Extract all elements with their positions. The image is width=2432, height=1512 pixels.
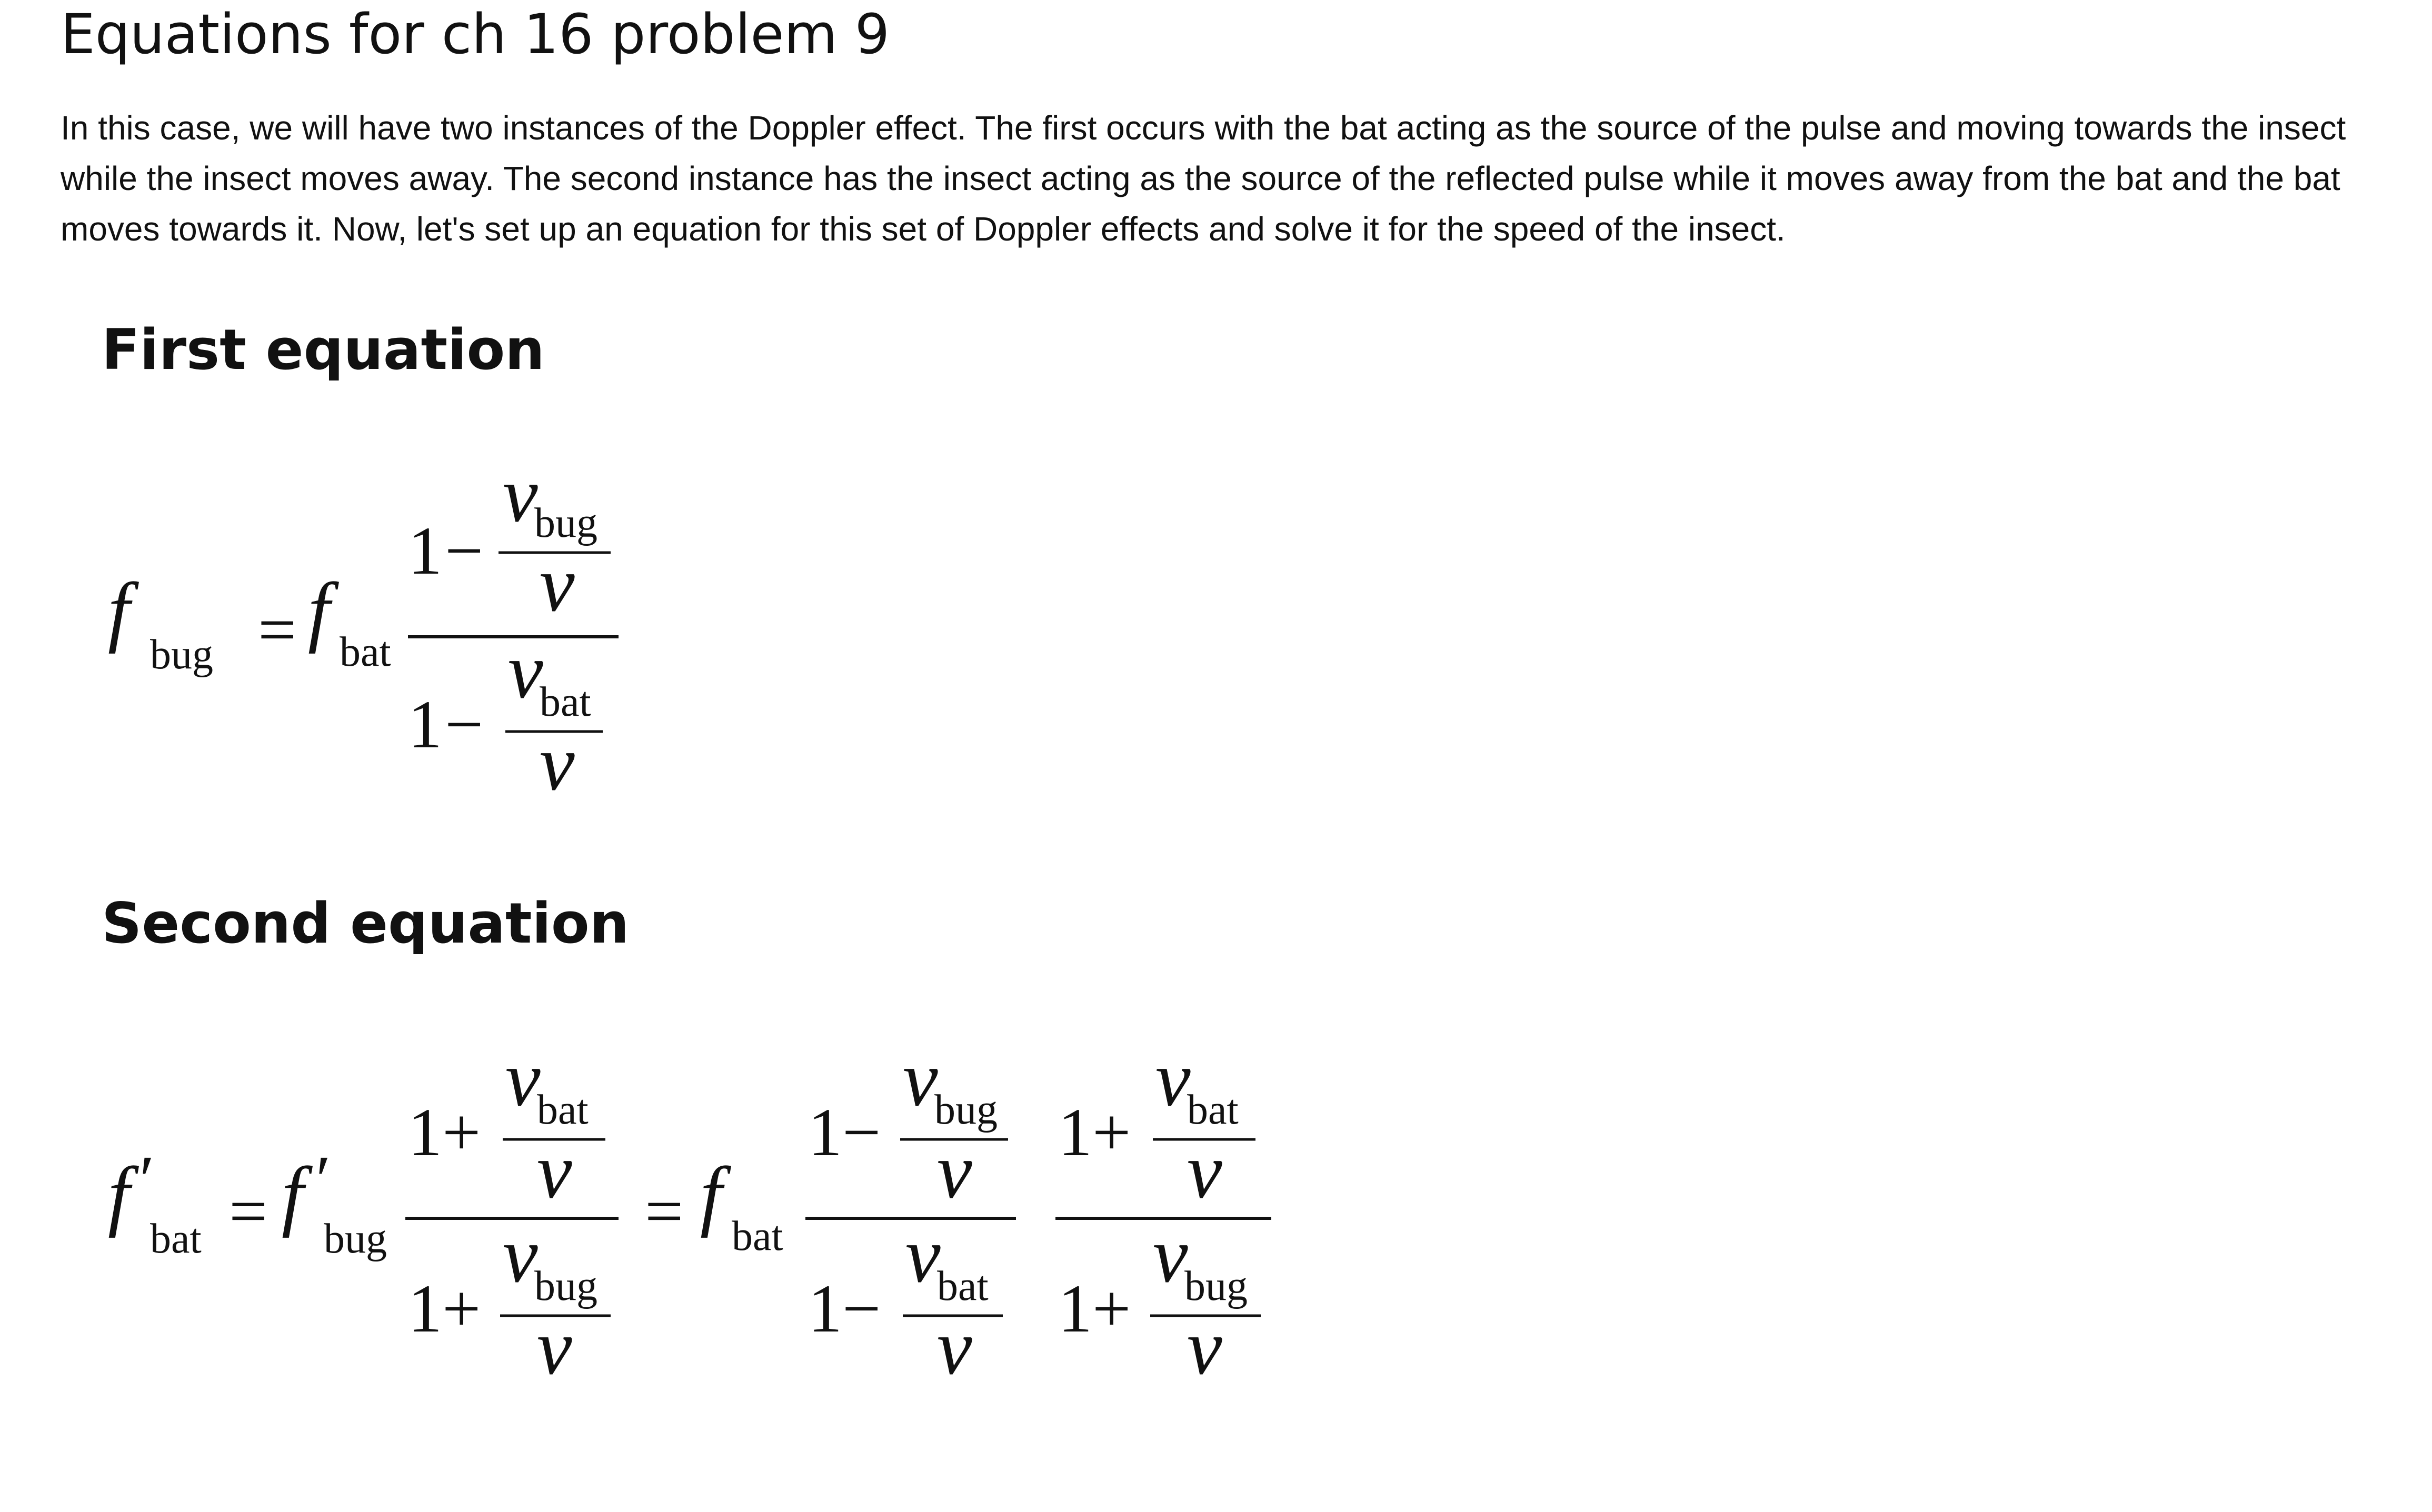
denominator-minus: − — [445, 687, 484, 763]
subscript-bug: bug — [150, 632, 213, 678]
v-symbol: v — [508, 627, 543, 715]
subscript-bat: bat — [537, 1087, 589, 1133]
f-symbol: f — [108, 1151, 130, 1238]
v-symbol: v — [505, 1035, 541, 1123]
subscript-bat: bat — [340, 629, 391, 675]
numerator-one: 1 — [408, 513, 442, 589]
subscript-bug: bug — [534, 500, 597, 546]
equals-sign: = — [258, 592, 297, 668]
page-title: Equations for ch 16 problem 9 — [61, 2, 890, 66]
plus-sign: + — [1092, 1095, 1131, 1170]
v-symbol: v — [903, 1035, 938, 1123]
first-equation-heading: First equation — [102, 317, 545, 382]
one: 1 — [408, 1271, 442, 1347]
prime-mark: ′ — [316, 1142, 331, 1218]
f-symbol: f — [700, 1151, 722, 1238]
v-symbol: v — [503, 1211, 538, 1299]
v-symbol: v — [1187, 1304, 1222, 1391]
v-symbol: v — [537, 1304, 572, 1391]
subscript-bat: bat — [150, 1216, 202, 1262]
subscript-bug: bug — [1184, 1263, 1248, 1309]
plus-sign: + — [442, 1095, 481, 1170]
subscript-bug: bug — [324, 1216, 387, 1262]
subscript-bug: bug — [934, 1087, 998, 1133]
f-symbol: f — [108, 567, 130, 654]
one: 1 — [808, 1095, 842, 1170]
second-equation — [61, 1032, 1324, 1410]
numerator-minus: − — [445, 513, 484, 589]
f-symbol: f — [308, 567, 330, 654]
plus-sign: + — [1092, 1271, 1131, 1347]
v-symbol: v — [1187, 1127, 1222, 1215]
equals-sign: = — [229, 1174, 268, 1249]
minus-sign: − — [842, 1095, 881, 1170]
subscript-bat: bat — [937, 1263, 989, 1309]
one: 1 — [808, 1271, 842, 1347]
v-symbol: v — [503, 453, 538, 538]
minus-sign: − — [842, 1271, 881, 1347]
v-symbol: v — [905, 1211, 941, 1299]
v-symbol: v — [1153, 1211, 1188, 1299]
v-symbol: v — [1155, 1035, 1191, 1123]
subscript-bat: bat — [732, 1213, 783, 1259]
v-symbol: v — [937, 1127, 972, 1215]
one: 1 — [1058, 1271, 1092, 1347]
v-symbol: v — [540, 540, 575, 628]
f-symbol: f — [282, 1151, 304, 1238]
one: 1 — [408, 1095, 442, 1170]
one: 1 — [1058, 1095, 1092, 1170]
subscript-bat: bat — [1187, 1087, 1239, 1133]
denominator-one: 1 — [408, 687, 442, 763]
second-equation-heading: Second equation — [102, 891, 630, 956]
v-symbol: v — [540, 719, 575, 807]
first-equation — [61, 453, 692, 832]
plus-sign: + — [442, 1271, 481, 1347]
v-symbol: v — [937, 1304, 972, 1391]
subscript-bat: bat — [540, 679, 591, 725]
subscript-bug: bug — [534, 1263, 597, 1309]
v-symbol: v — [537, 1127, 572, 1215]
prime-mark: ′ — [139, 1142, 155, 1218]
equals-sign: = — [645, 1174, 684, 1249]
intro-paragraph: In this case, we will have two instances of the Doppler effect. The first occurs with the bat acting as the source of the pulse and moving towards the insect while the insect moves away. The second instance has the insect acting as the source of the reflected pulse while it moves away from the bat and the bat moves towards it. Now, let's set up an equation for this set of Doppler effects and solve it for the speed of the insect. — [61, 109, 2346, 248]
